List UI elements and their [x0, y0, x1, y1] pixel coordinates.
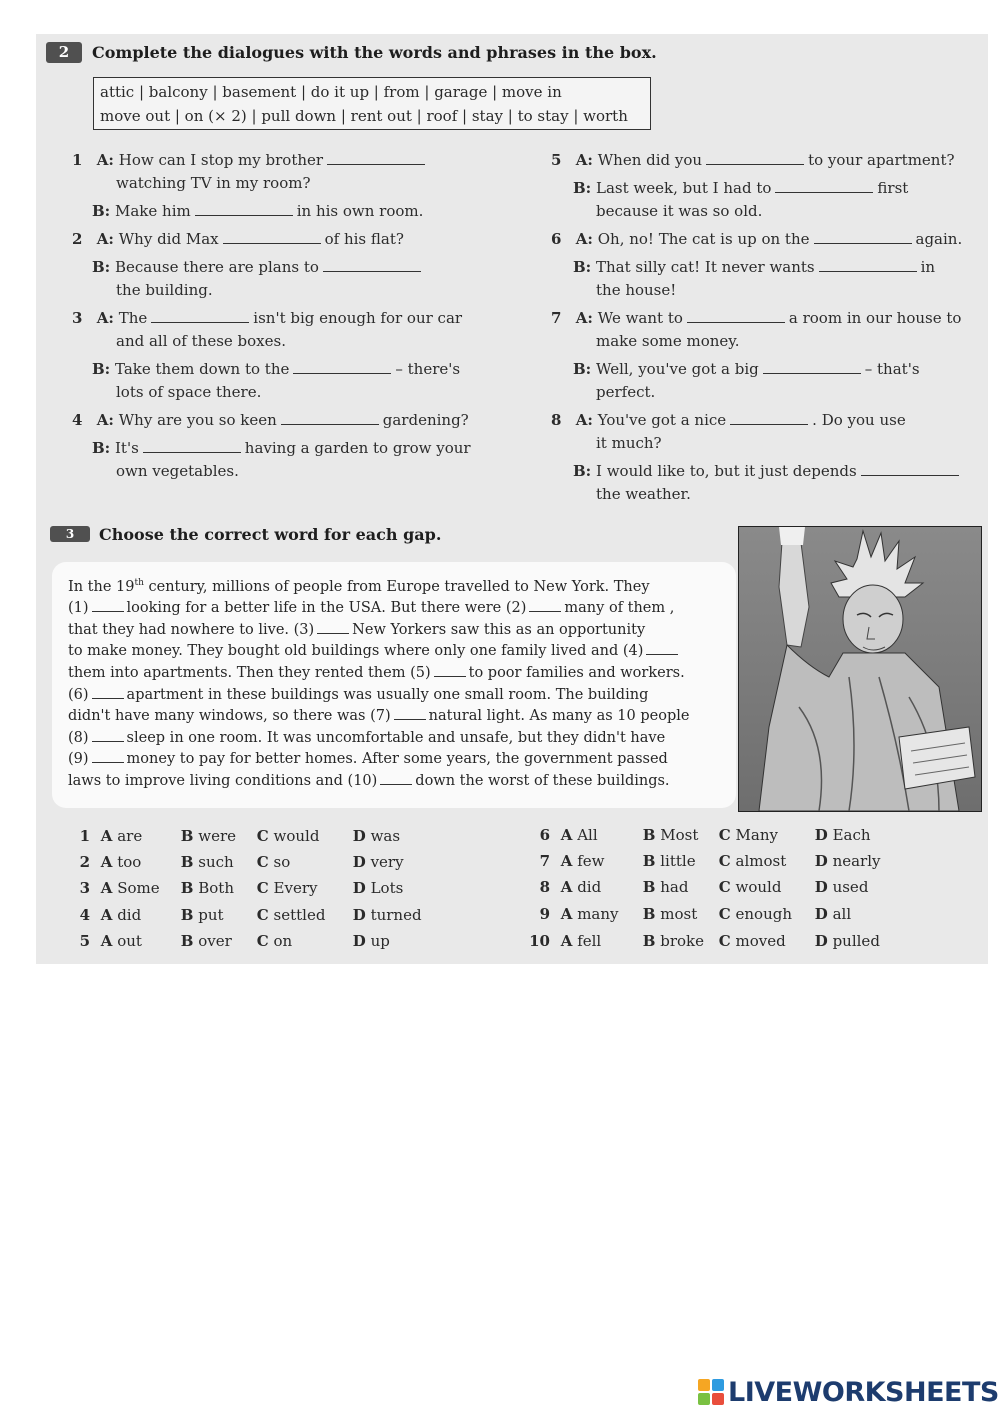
item-2-b: B: Because there are plans to [92, 258, 425, 276]
option-a[interactable]: A Some [100, 879, 160, 897]
option-d[interactable]: D was [352, 827, 401, 845]
option-b[interactable]: B put [180, 906, 224, 924]
text-line-1: In the 19th century, millions of people from Europe travelled to New York. They [68, 578, 650, 595]
item-5-a: 5 A: When did you to your apartment? [551, 151, 955, 169]
options-row-9: 9 A many B most C enough D all [539, 905, 852, 923]
option-d[interactable]: D up [352, 932, 390, 950]
option-a[interactable]: A too [100, 853, 142, 871]
options-row-10: 10 A fell B broke C moved D pulled [529, 932, 880, 950]
blank[interactable] [281, 412, 379, 425]
item-7-a-cont: make some money. [596, 332, 740, 350]
gap-7[interactable] [394, 707, 426, 720]
item-7-b-cont: perfect. [596, 383, 656, 401]
statue-of-liberty-photo [738, 526, 982, 812]
item-4-b-cont: own vegetables. [116, 462, 239, 480]
speaker-a: A: [96, 151, 114, 169]
exercise-2-number: 2 [46, 42, 82, 63]
option-d[interactable]: D pulled [814, 932, 880, 950]
item-8-b-cont: the weather. [596, 485, 691, 503]
blank[interactable] [223, 231, 321, 244]
options-row-1: 1 A are B were C would D was [79, 827, 401, 845]
option-d[interactable]: D turned [352, 906, 422, 924]
item-1-a-cont: watching TV in my room? [116, 174, 311, 192]
option-b[interactable]: B such [180, 853, 234, 871]
liveworksheets-logo-icon [696, 1377, 726, 1409]
gap-2[interactable] [529, 599, 561, 612]
option-c[interactable]: C so [256, 853, 291, 871]
blank[interactable] [327, 152, 425, 165]
option-d[interactable]: D Lots [352, 879, 404, 897]
option-c[interactable]: C almost [718, 852, 787, 870]
item-3-b-cont: lots of space there. [116, 383, 262, 401]
text-line-3: that they had nowhere to live. (3) New Yorkers saw this as an opportunity [68, 622, 646, 638]
blank[interactable] [151, 310, 249, 323]
option-a[interactable]: A did [100, 906, 142, 924]
option-b[interactable]: B had [642, 878, 689, 896]
blank[interactable] [861, 463, 959, 476]
options-row-6: 6 A All B Most C Many D Each [539, 826, 871, 844]
options-row-7: 7 A few B little C almost D nearly [539, 852, 881, 870]
text-line-10: laws to improve living conditions and (10) down the worst of these buildings. [68, 773, 670, 789]
option-a[interactable]: A few [560, 852, 605, 870]
blank[interactable] [819, 259, 917, 272]
option-a[interactable]: A are [100, 827, 143, 845]
option-b[interactable]: B broke [642, 932, 705, 950]
option-d[interactable]: D used [814, 878, 869, 896]
blank[interactable] [763, 361, 861, 374]
word-box-line-2: move out | on (× 2) | pull down | rent out | roof | stay | to stay | worth [100, 107, 628, 125]
exercise-3-number: 3 [50, 526, 90, 542]
gap-3[interactable] [317, 621, 349, 634]
option-d[interactable]: D very [352, 853, 404, 871]
option-c[interactable]: C enough [718, 905, 793, 923]
option-d[interactable]: D nearly [814, 852, 881, 870]
option-a[interactable]: A many [560, 905, 619, 923]
option-c[interactable]: C would [256, 827, 320, 845]
blank[interactable] [323, 259, 421, 272]
options-row-2: 2 A too B such C so D very [79, 853, 404, 871]
option-a[interactable]: A out [100, 932, 142, 950]
gap-10[interactable] [380, 772, 412, 785]
gap-1[interactable] [92, 599, 124, 612]
option-d[interactable]: D all [814, 905, 852, 923]
item-1-b: B: Make him in his own room. [92, 202, 424, 220]
item-number: 1 [72, 151, 83, 169]
text-line-7: didn't have many windows, so there was (7) natural light. As many as 10 people [68, 708, 690, 724]
gap-5[interactable] [434, 664, 466, 677]
item-8-b: B: I would like to, but it just depends [573, 462, 963, 480]
option-c[interactable]: C on [256, 932, 293, 950]
options-row-4: 4 A did B put C settled D turned [79, 906, 422, 924]
text-line-9: (9) money to pay for better homes. After some years, the government passed [68, 751, 668, 767]
blank[interactable] [293, 361, 391, 374]
text-line-2: (1) looking for a better life in the USA. But there were (2) many of them , [68, 600, 675, 616]
blank[interactable] [814, 231, 912, 244]
option-b[interactable]: B most [642, 905, 698, 923]
item-3-a-cont: and all of these boxes. [116, 332, 286, 350]
blank[interactable] [775, 180, 873, 193]
option-c[interactable]: C Many [718, 826, 778, 844]
gap-4[interactable] [646, 642, 678, 655]
options-row-8: 8 A did B had C would D used [539, 878, 869, 896]
item-5-b-cont: because it was so old. [596, 202, 763, 220]
option-b[interactable]: B over [180, 932, 232, 950]
option-a[interactable]: A did [560, 878, 602, 896]
item-7-b: B: Well, you've got a big – that's [573, 360, 920, 378]
blank[interactable] [730, 412, 808, 425]
word-box-line-1: attic | balcony | basement | do it up | from | garage | move in [100, 83, 562, 101]
speaker-b: B: [92, 202, 111, 220]
item-4-b: B: It's having a garden to grow your [92, 439, 471, 457]
gap-9[interactable] [92, 750, 124, 763]
item-8-a: 8 A: You've got a nice . Do you use [551, 411, 906, 429]
item-6-b: B: That silly cat! It never wants in [573, 258, 936, 276]
blank[interactable] [687, 310, 785, 323]
statue-of-liberty-illustration [739, 527, 981, 811]
item-4-a: 4 A: Why are you so keen gardening? [72, 411, 469, 429]
option-c[interactable]: C moved [718, 932, 786, 950]
blank[interactable] [706, 152, 804, 165]
options-row-3: 3 A Some B Both C Every D Lots [79, 879, 404, 897]
liveworksheets-brand[interactable]: LIVEWORKSHEETS [728, 1377, 999, 1408]
option-b[interactable]: B Both [180, 879, 234, 897]
item-6-a: 6 A: Oh, no! The cat is up on the again. [551, 230, 963, 248]
option-b[interactable]: B were [180, 827, 237, 845]
blank[interactable] [143, 440, 241, 453]
item-6-b-cont: the house! [596, 281, 677, 299]
option-b[interactable]: B Most [642, 826, 699, 844]
option-d[interactable]: D Each [814, 826, 871, 844]
gap-8[interactable] [92, 729, 124, 742]
item-3-a: 3 A: The isn't big enough for our car [72, 309, 463, 327]
text-line-6: (6) apartment in these buildings was usually one small room. The building [68, 687, 649, 703]
text-line-5: them into apartments. Then they rented them (5) to poor families and workers. [68, 665, 685, 681]
gap-6[interactable] [92, 686, 124, 699]
item-2-b-cont: the building. [116, 281, 213, 299]
option-c[interactable]: C would [718, 878, 782, 896]
exercise-3-instruction: Choose the correct word for each gap. [99, 525, 442, 544]
text-line-4: to make money. They bought old buildings where only one family lived and (4) [68, 642, 681, 659]
blank[interactable] [195, 203, 293, 216]
text-line-8: (8) sleep in one room. It was uncomfortable and unsafe, but they didn't have [68, 730, 666, 746]
option-c[interactable]: C settled [256, 906, 326, 924]
options-row-5: 5 A out B over C on D up [79, 932, 390, 950]
word-box [93, 77, 651, 130]
item-3-b: B: Take them down to the – there's [92, 360, 461, 378]
item-8-a-cont: it much? [596, 434, 662, 452]
item-2-a: 2 A: Why did Max of his flat? [72, 230, 404, 248]
option-b[interactable]: B little [642, 852, 696, 870]
exercise-2-instruction: Complete the dialogues with the words and phrases in the box. [92, 43, 657, 62]
item-7-a: 7 A: We want to a room in our house to [551, 309, 962, 327]
option-a[interactable]: A fell [560, 932, 602, 950]
item-5-b: B: Last week, but I had to first [573, 179, 909, 197]
option-a[interactable]: A All [560, 826, 598, 844]
option-c[interactable]: C Every [256, 879, 318, 897]
item-1-a: 1 A: How can I stop my brother [72, 151, 429, 169]
